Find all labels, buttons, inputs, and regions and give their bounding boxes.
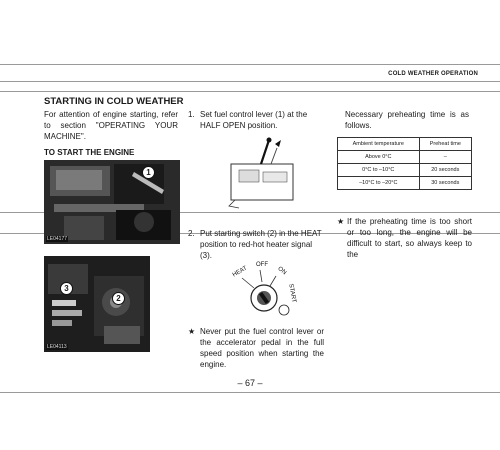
page-title: STARTING IN COLD WEATHER (44, 96, 184, 107)
section-subtitle: TO START THE ENGINE (44, 148, 135, 157)
callout-1: 1 (142, 166, 155, 179)
step-1-text: Set fuel control lever (1) at the HALF OPEN position. (200, 110, 308, 130)
preheat-table (337, 137, 472, 190)
table-row (338, 151, 472, 164)
preheat-note-text: If the preheating time is too short or too long, the engine will be difficult to start, so always keep to the (347, 217, 472, 259)
engine-photo-bottom (44, 256, 150, 352)
preheat-cell: 30 seconds (419, 177, 471, 190)
note-bullet: ★ (337, 217, 345, 226)
starting-switch-diagram (228, 258, 308, 322)
callout-3: 3 (60, 282, 73, 295)
fuel-lever-diagram (225, 134, 305, 212)
warning-bullet: ★ (188, 327, 196, 336)
page-number: – 67 – (237, 378, 263, 388)
preheat-table-header (338, 138, 472, 151)
rule-mid-upper (0, 91, 500, 92)
preheat-cell: Above 0°C (338, 151, 420, 164)
preheat-cell: 0°C to –10°C (338, 164, 420, 177)
photo-label-bottom: LE04113 (47, 344, 67, 350)
engine-photo-top (44, 160, 180, 244)
step-2-text: Put starting switch (2) in the HEAT position to red-hot heater signal (3). (200, 229, 322, 260)
switch-label-off: OFF (256, 262, 268, 268)
callout-2: 2 (112, 292, 125, 305)
rule-top (0, 64, 500, 65)
photo-label-top: LE04177 (47, 236, 68, 242)
engine-photo-bottom-art (44, 256, 150, 352)
preheat-intro: Necessary preheating time is as follows. (345, 110, 469, 130)
switch-label-heat: HEAT (231, 265, 249, 279)
step-2-number: 2. (188, 229, 195, 238)
intro-text: For attention of engine starting, refer to section "OPERATING YOUR MACHINE". (44, 110, 178, 141)
warning-fuel-text: Never put the fuel control lever or the accelerator pedal in the full speed position when starting the engine. (200, 327, 324, 369)
preheat-cell: –10°C to –20°C (338, 177, 420, 190)
step-1-number: 1. (188, 110, 195, 119)
switch-label-on: ON (276, 265, 288, 277)
preheat-cell: 20 seconds (419, 164, 471, 177)
preheat-header-temp: Ambient temperature (338, 138, 420, 151)
section-header: COLD WEATHER OPERATION (388, 71, 478, 77)
table-row (338, 177, 472, 190)
switch-label-start: START (287, 283, 297, 304)
step-1 (188, 109, 324, 133)
preheat-header-time: Preheat time (419, 138, 471, 151)
table-row (338, 164, 472, 177)
rule-header (0, 81, 500, 82)
engine-photo-top-art (44, 160, 180, 244)
rule-bottom (0, 392, 500, 393)
preheat-cell: – (419, 151, 471, 164)
